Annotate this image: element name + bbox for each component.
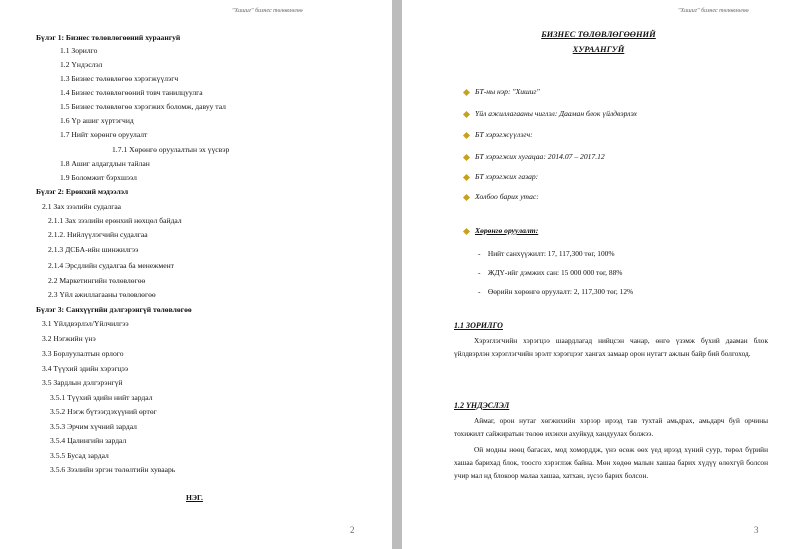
summary-field (464, 130, 533, 139)
toc-entry[interactable]: Бүлэг 2: Ерөнхий мэдээлэл (36, 187, 129, 196)
toc-entry[interactable]: 3.2 Нэгжийн үнэ (42, 334, 96, 343)
table-of-contents (0, 0, 392, 549)
page-header: "Хишиг" бизнес төлөвлөгөө (232, 8, 303, 14)
toc-entry[interactable]: 1.7.1 Хөрөнгө оруулалтын эх үүсвэр (112, 145, 230, 154)
page-right (402, 0, 795, 549)
toc-entry[interactable]: 1.4 Бизнес төлөвлөгөөний товч танилцуулга (60, 88, 203, 97)
section-heading: 1.1 ЗОРИЛГО (454, 321, 503, 330)
summary-field (464, 172, 538, 181)
investment-heading: Хөрөнгө оруулалт: (464, 226, 538, 235)
toc-entry[interactable]: 3.5.4 Цалингийн зардал (50, 436, 127, 445)
toc-entry[interactable]: 1.5 Бизнес төлөвлөгөө хэрэгжих боломж, давуу тал (60, 102, 226, 111)
toc-entry[interactable]: 3.5 Зардлын дэлгэрэнгүй (42, 378, 123, 387)
toc-entry[interactable]: 3.1 Үйлдвэрлэл/Үйлчилгээ (42, 319, 129, 328)
toc-entry[interactable]: 3.5.5 Бусад зардал (50, 451, 109, 460)
investment-item: - Өөрийн хөрөнгө оруулалт: 2, 117,300 төг, 12% (478, 287, 634, 296)
bullet-icon (463, 194, 470, 201)
toc-entry[interactable]: 1.6 Үр ашиг хүртэгчид (60, 116, 134, 125)
summary-field-text: Холбоо барих утас: (475, 192, 539, 201)
document-subtitle: ХУРААНГУЙ (572, 44, 625, 54)
toc-entry[interactable]: 3.5.6 Зээлийн эргэн төлөлтийн хуваарь (50, 465, 176, 474)
paragraph: Аймаг, орон нутаг хөгжихийн хэрээр ирээд тав тухтай амьдрах, амьдарч буй орчины тохижилт сайжиратын төлөө ихэнхи ахуйкуд хандуулах болжээ. (454, 416, 768, 438)
summary-field (464, 192, 539, 201)
paragraph: Хэрэглэгчийн хэрэгцээ шаардлагад нийцсэн чанар, өнгө үзэмж бүхий дааман блок үйлдвэрлэн хэрэглэгчийн эрэлт хэрэгцээг хангах замаар орон нутагт ажлын байр бий болгоход. (454, 336, 768, 358)
page-gap (392, 0, 402, 549)
toc-entry[interactable]: 3.5.2 Нэгж бүтээгдэхүүний өртөг (50, 407, 157, 416)
document-title: БИЗНЕС ТӨЛӨВЛӨГӨӨНИЙ (541, 29, 656, 39)
summary-field-text: Үйл ажиллагааны чиглэл: Дааман блок үйлдвэрлэх (475, 109, 638, 118)
bullet-icon (463, 111, 470, 118)
paragraph: Ой модны нөөц багасах, мод хоморддж, үнэ өсөж өөх үед ирээд хүний суур, төрөл бүрийн хашаа барихад блок, тоосго хэрэглэж байна. Мөн хөдөө малын хашаа барих хүдүү өлөхгүй болсон учир мал нд блокоор малаа хашаа, хатхан, зүсээ барих болсон. (454, 445, 768, 480)
toc-entry[interactable]: 3.4 Түүхий эдийн хэрэгцээ (42, 364, 129, 373)
investment-item: - ЖДҮ-ийг дэмжих сан: 15 000 000 төг, 88% (478, 268, 623, 277)
toc-entry[interactable]: 3.5.1 Түүхий эдийн нийт зардал (50, 393, 153, 402)
summary-field (464, 87, 540, 96)
toc-entry[interactable]: 3.5.3 Эрчим хүчний зардал (50, 422, 137, 431)
toc-entry[interactable]: 2.2 Маркетингийн төлөвлөгөө (48, 276, 146, 285)
toc-entry[interactable]: 3.3 Борлуулалтын орлого (42, 349, 124, 358)
toc-entry[interactable]: Бүлэг 3: Санхүүгийн дэлгэрэнгүй төлөвлөгөө (36, 305, 192, 314)
toc-entry[interactable]: 1.2 Үндэслэл (60, 60, 103, 69)
summary-field-text: БТ хэрэгжих газар: (475, 172, 539, 181)
toc-entry[interactable]: 1.9 Боломжит бэрхшээл (60, 173, 137, 182)
summary-field-text: БТ-ны нэр: "Хишиг" (475, 87, 540, 96)
summary-field (464, 109, 637, 118)
toc-entry[interactable]: 1.7 Нийт хөрөнгө оруулалт (60, 130, 148, 139)
toc-entry[interactable]: 2.1 Зах зээлийн судалгаа (42, 202, 122, 211)
toc-entry[interactable]: 2.1.4 Эрсдлийн судалгаа ба менежмент (48, 261, 174, 270)
toc-entry[interactable]: НЭГ. (186, 493, 203, 502)
toc-entry[interactable]: 2.3 Үйл ажиллагааны төлөвлөгөө (48, 290, 156, 299)
investment-item: - Нийт санхүүжилт: 17, 117,300 төг, 100% (478, 249, 615, 258)
toc-entry[interactable]: 2.1.1 Зах зээлийн ерөнхий нөхцөл байдал (48, 216, 182, 225)
summary-field-text: БТ хэрэгжих хугацаа: 2014.07 – 2017.12 (475, 152, 605, 161)
page-header: "Хишиг" бизнес төлөвлөгөө (678, 8, 749, 14)
page-number: 3 (754, 525, 759, 535)
summary-field (464, 152, 605, 161)
toc-entry[interactable]: 2.1.2. Нийлүүлэгчийн судалгаа (48, 230, 148, 239)
bullet-icon (463, 132, 470, 139)
toc-entry[interactable]: 1.8 Ашиг алдагдлын тайлан (60, 159, 150, 168)
bullet-icon (463, 154, 470, 161)
bullet-icon (463, 174, 470, 181)
toc-entry[interactable]: 1.1 Зорилго (60, 46, 98, 55)
bullet-icon (463, 228, 470, 235)
summary-field-text: БТ хэрэгжүүлэгч: (475, 130, 533, 139)
toc-entry[interactable]: Бүлэг 1: Бизнес төлөвлөгөөний хураангуй (36, 33, 181, 42)
toc-entry[interactable]: 1.3 Бизнес төлөвлөгөө хэрэгжүүлэгч (60, 74, 179, 83)
bullet-icon (463, 89, 470, 96)
page-number: 2 (350, 525, 355, 535)
toc-entry[interactable]: 2.1.3 ДСБА-ийн шинжилгээ (48, 245, 139, 254)
page-left (0, 0, 392, 549)
section-heading: 1.2 ҮНДЭСЛЭЛ (454, 401, 510, 410)
